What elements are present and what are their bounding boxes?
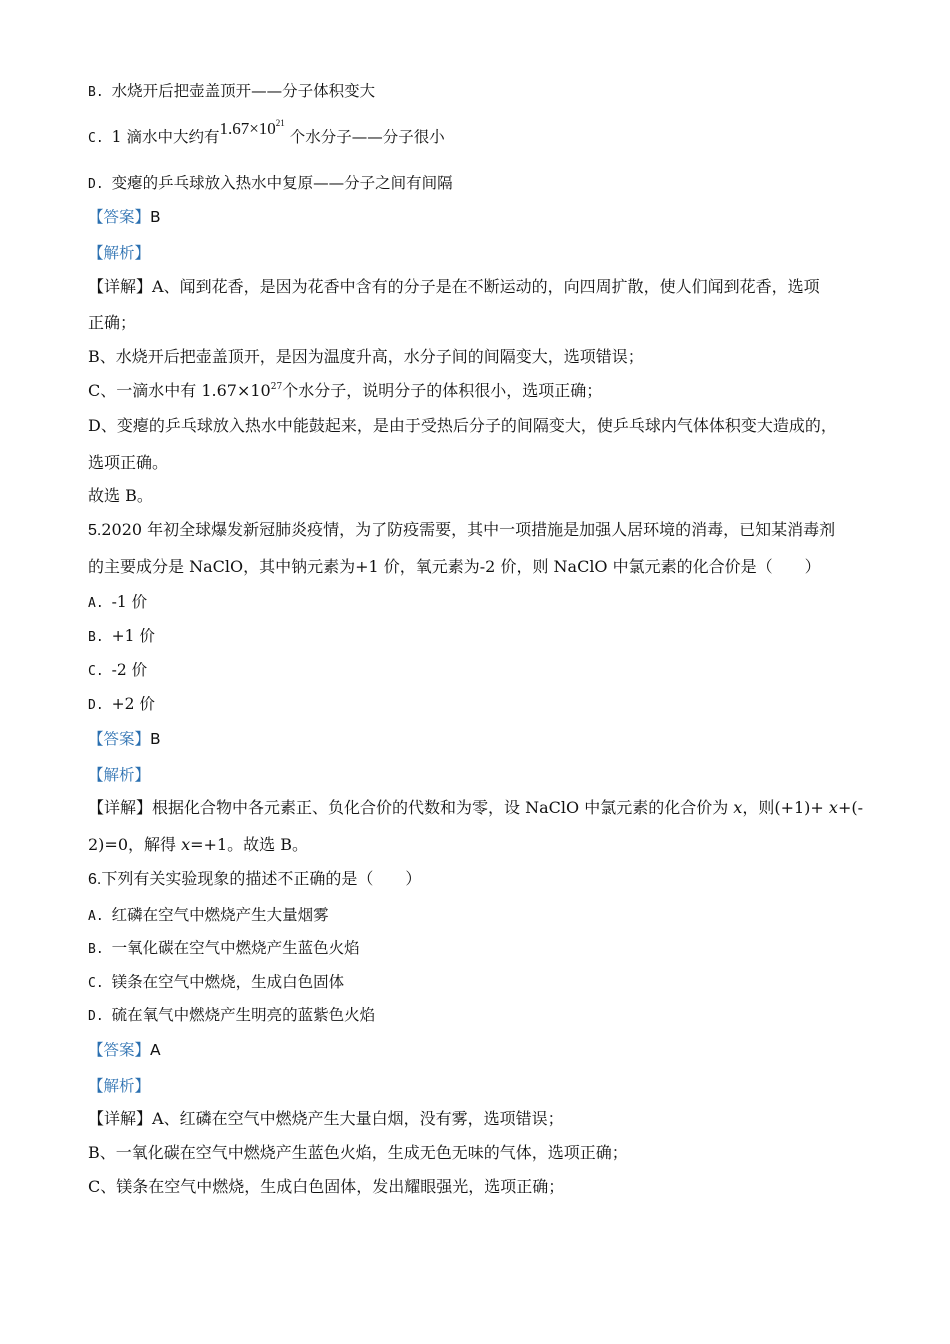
q6-stem (88, 868, 880, 891)
exponent: 21 (275, 118, 285, 128)
q5-analysis-heading (88, 764, 880, 786)
exponent: 27 (270, 382, 283, 392)
q4-analysis-heading (88, 242, 880, 264)
analysis-tag: 【解析】 (88, 766, 151, 784)
question-number: 6. (88, 871, 102, 888)
option-text: +2 价 (111, 695, 155, 713)
option-letter: A. (88, 909, 104, 924)
option-letter: C. (88, 976, 104, 991)
detail-tag: 【详解】 (88, 1109, 153, 1128)
q4-option-c (88, 118, 880, 150)
detail-text: =+1。故选 B。 (190, 835, 308, 854)
analysis-tag: 【解析】 (88, 1077, 151, 1095)
q4-answer (88, 206, 880, 228)
times-sign: × (249, 119, 259, 138)
q4-detail-d: D、变瘪的乒乓球放入热水中能鼓起来，是由于受热后分子的间隔变大，使乒乓球内气体体积变大造成的， (88, 416, 837, 435)
option-text: 红磷在空气中燃烧产生大量烟雾 (111, 906, 329, 924)
q6-option-c (88, 971, 880, 995)
q4-detail-c (88, 380, 880, 402)
option-text: 一氧化碳在空气中燃烧产生蓝色火焰 (111, 939, 360, 957)
detail-text: +(- (837, 798, 863, 817)
q5-option-a (88, 591, 880, 615)
option-letter: B. (88, 630, 104, 645)
q6-detail-a (88, 1108, 880, 1130)
option-letter: A. (88, 596, 104, 611)
answer-value: B (150, 208, 161, 226)
q6-option-b (88, 937, 880, 961)
question-text: 2020 年初全球爆发新冠肺炎疫情，为了防疫需要，其中一项措施是加强人居环境的消毒，已知某消毒剂 (101, 520, 836, 539)
option-text: -1 价 (111, 593, 148, 611)
detail-tag: 【详解】 (88, 277, 153, 296)
option-text: 变瘪的乒乓球放入热水中复原——分子之间有间隔 (111, 174, 453, 192)
option-text: +1 价 (111, 627, 155, 645)
q4-detail-b: B、水烧开后把壶盖顶开，是因为温度升高，水分子间的间隔变大，选项错误； (88, 347, 644, 366)
q6-option-d (88, 1004, 880, 1028)
detail-text: A、闻到花香，是因为花香中含有的分子是在不断运动的，向四周扩散，使人们闻到花香，选项 (152, 277, 820, 296)
q6-detail-c: C、镁条在空气中燃烧，生成白色固体，发出耀眼强光，选项正确； (88, 1177, 565, 1196)
variable-x: x (828, 798, 838, 817)
answer-value: A (150, 1041, 161, 1059)
q5-stem-line2: 的主要成分是 NaClO，其中钠元素为+1 价，氧元素为-2 价，则 NaClO 中氯元素的化合价是（ ） (88, 557, 821, 576)
option-text-pre: 1 滴水中大约有 (111, 128, 220, 146)
variable-x: x (733, 798, 743, 817)
mantissa: 1.67 (219, 119, 250, 138)
detail-text-pre: C、一滴水中有 1.67×10 (88, 381, 271, 400)
answer-tag: 【答案】 (88, 1041, 151, 1059)
q4-detail-a (88, 276, 880, 298)
q6-analysis-heading (88, 1075, 880, 1097)
option-letter: D. (88, 698, 104, 713)
variable-x: x (181, 835, 191, 854)
answer-value: B (150, 730, 161, 748)
option-letter: B. (88, 942, 104, 957)
question-number: 5. (88, 522, 102, 539)
q5-answer (88, 728, 880, 750)
q6-detail-b: B、一氧化碳在空气中燃烧产生蓝色火焰，生成无色无味的气体，选项正确； (88, 1143, 628, 1162)
q5-detail-line2 (88, 834, 880, 856)
answer-tag: 【答案】 (88, 208, 151, 226)
q5-stem-line1 (88, 519, 880, 542)
option-text-post: 个水分子——分子很小 (289, 128, 445, 146)
detail-text-post: 个水分子，说明分子的体积很小，选项正确； (282, 381, 603, 400)
q4-detail-d-cont: 选项正确。 (88, 453, 169, 472)
q4-conclusion: 故选 B。 (88, 486, 153, 505)
detail-text: A、红磷在空气中燃烧产生大量白烟，没有雾，选项错误； (152, 1109, 564, 1128)
q5-option-d (88, 693, 880, 717)
q6-option-a (88, 904, 880, 928)
question-text: 下列有关实验现象的描述不正确的是（ ） (101, 869, 422, 888)
option-text: 硫在氧气中燃烧产生明亮的蓝紫色火焰 (111, 1006, 376, 1024)
detail-text: 根据化合物中各元素正、负化合价的代数和为零，设 NaClO 中氯元素的化合价为 (152, 798, 734, 817)
option-letter: D. (88, 1009, 104, 1024)
option-letter: C. (88, 131, 104, 146)
base: 10 (258, 119, 276, 138)
q5-option-c (88, 659, 880, 683)
detail-tag: 【详解】 (88, 798, 153, 817)
detail-text: ，则(+1)+ (742, 798, 829, 817)
q4-detail-a-cont: 正确； (88, 313, 137, 332)
q6-answer (88, 1039, 880, 1061)
q4-option-b (88, 80, 880, 104)
option-letter: B. (88, 85, 104, 100)
q4-option-d (88, 172, 880, 196)
answer-tag: 【答案】 (88, 730, 151, 748)
option-letter: C. (88, 664, 104, 679)
option-text: -2 价 (111, 661, 148, 679)
q5-option-b (88, 625, 880, 649)
option-text: 水烧开后把壶盖顶开——分子体积变大 (111, 82, 376, 100)
option-letter: D. (88, 177, 104, 192)
analysis-tag: 【解析】 (88, 244, 151, 262)
detail-text: 2)=0，解得 (88, 835, 182, 854)
q5-detail-line1 (88, 797, 880, 819)
scientific-number (219, 119, 284, 138)
option-text: 镁条在空气中燃烧，生成白色固体 (111, 973, 345, 991)
